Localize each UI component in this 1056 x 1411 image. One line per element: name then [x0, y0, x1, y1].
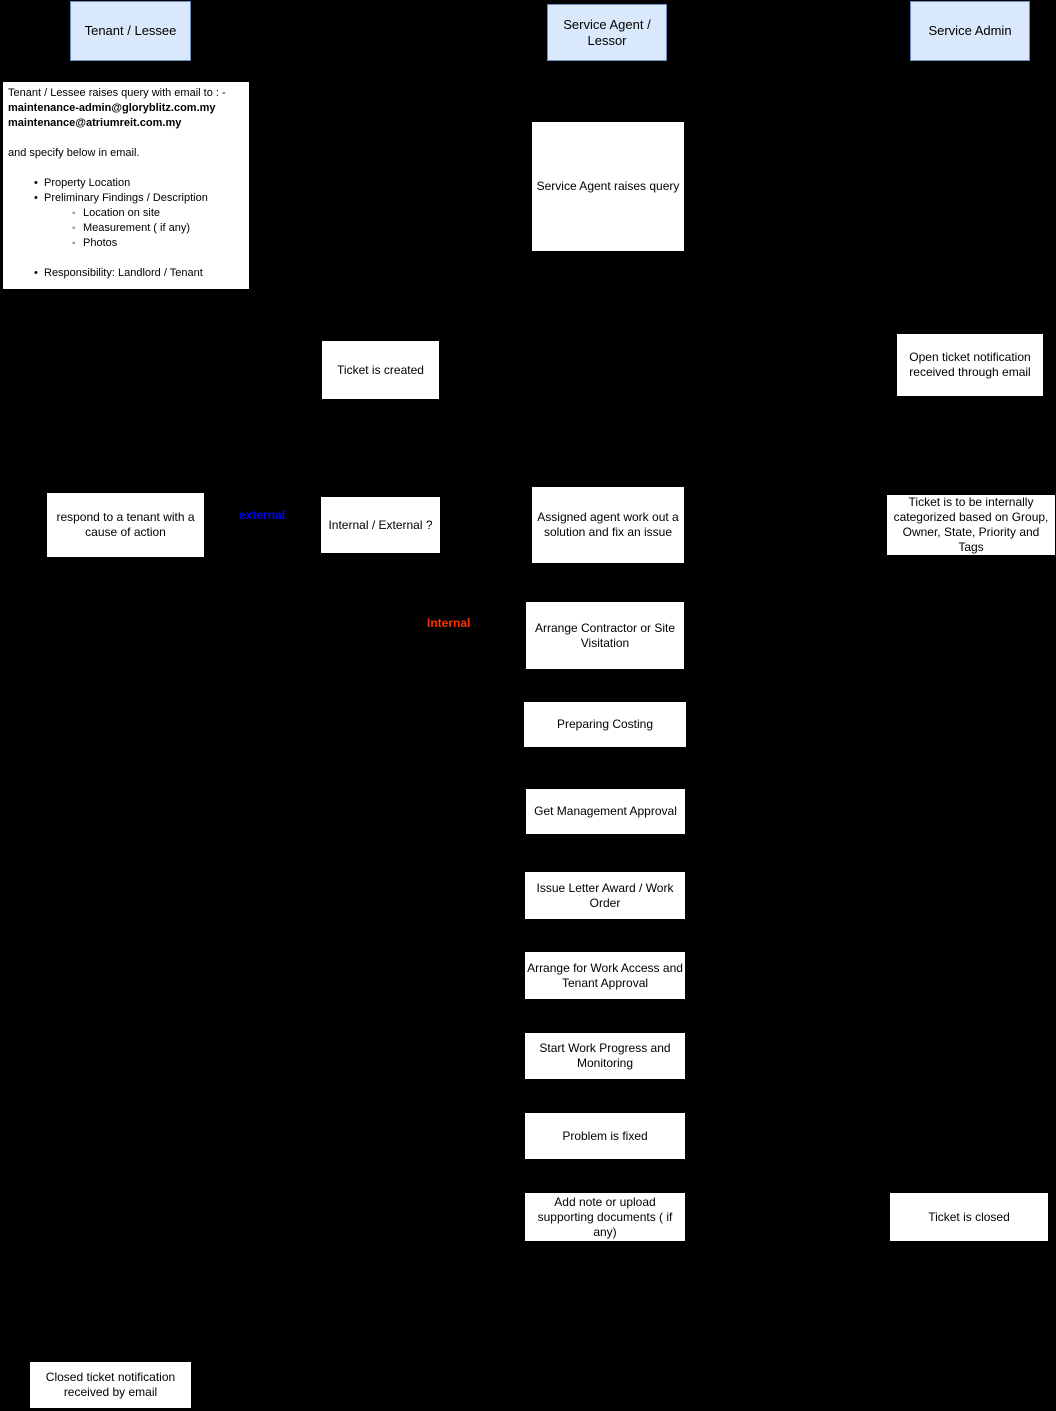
branch-label-external: external: [239, 508, 286, 522]
tenant-email-note: [2, 81, 250, 290]
note-email-2: maintenance@atriumreit.com.my: [8, 117, 182, 129]
node-arrange-contractor-site-visitation: Arrange Contractor or Site Visitation: [525, 601, 685, 670]
note-subbullet-location-on-site: ◦ Location on site: [8, 206, 245, 221]
node-add-note-upload-documents: Add note or upload supporting documents ( if any): [524, 1192, 686, 1242]
node-service-agent-raises-query: Service Agent raises query: [531, 121, 685, 252]
node-problem-is-fixed: Problem is fixed: [524, 1112, 686, 1160]
note-specify-line: and specify below in email.: [8, 147, 140, 159]
node-arrange-work-access-tenant-approval: Arrange for Work Access and Tenant Approval: [524, 951, 686, 1000]
note-subbullet-photos: ◦ Photos: [8, 236, 245, 251]
note-bullet-responsibility: • Responsibility: Landlord / Tenant: [8, 266, 245, 281]
note-intro-line: Tenant / Lessee raises query with email to : -: [8, 87, 226, 99]
node-ticket-categorized: Ticket is to be internally categorized based on Group, Owner, State, Priority and Tags: [886, 494, 1056, 556]
node-preparing-costing: Preparing Costing: [523, 701, 687, 748]
node-open-ticket-notification: Open ticket notification received through email: [896, 333, 1044, 397]
note-spacer: [8, 251, 245, 266]
node-respond-to-tenant: respond to a tenant with a cause of action: [46, 492, 205, 558]
note-bullet-preliminary-findings: • Preliminary Findings / Description: [8, 191, 245, 206]
node-assigned-agent-fix-issue: Assigned agent work out a solution and fix an issue: [531, 486, 685, 564]
node-issue-letter-award-work-order: Issue Letter Award / Work Order: [524, 871, 686, 920]
note-spacer: [8, 131, 245, 146]
node-get-management-approval: Get Management Approval: [525, 788, 686, 835]
node-ticket-is-closed: Ticket is closed: [889, 1192, 1049, 1242]
lane-header-service-agent: Service Agent / Lessor: [547, 4, 667, 61]
note-email-1: maintenance-admin@gloryblitz.com.my: [8, 102, 216, 114]
branch-label-internal: Internal: [427, 616, 471, 630]
node-closed-ticket-notification: Closed ticket notification received by email: [29, 1361, 192, 1409]
node-start-work-progress-monitoring: Start Work Progress and Monitoring: [524, 1032, 686, 1080]
node-ticket-is-created: Ticket is created: [321, 340, 440, 400]
note-spacer: [8, 161, 245, 176]
node-internal-external-decision: Internal / External ?: [320, 496, 441, 554]
note-subbullet-measurement: ◦ Measurement ( if any): [8, 221, 245, 236]
note-bullet-property-location: • Property Location: [8, 176, 245, 191]
lane-header-tenant: Tenant / Lessee: [70, 1, 191, 61]
lane-header-service-admin: Service Admin: [910, 1, 1030, 61]
